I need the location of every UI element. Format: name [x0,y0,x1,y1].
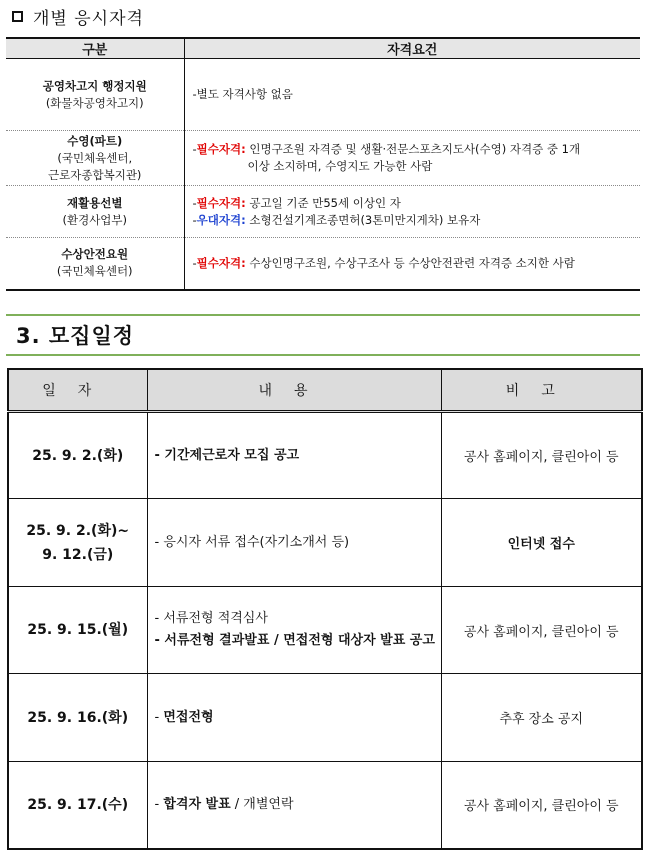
required-label: 필수자격: [196,255,246,270]
checkbox-square-icon [12,11,23,22]
content-line [155,608,441,630]
date-cell [8,762,147,849]
table-row [8,587,642,674]
content-text: 합격자 발표 [163,796,231,812]
schedule-table [7,368,643,850]
category-cell [6,186,184,238]
requirement-cell [184,59,640,131]
column-header-category: 구분 [6,38,184,59]
position-title: 수상안전요원 [61,247,129,262]
column-header-date: 일자 [8,369,147,412]
content-cell [147,762,441,849]
category-cell [6,59,184,131]
column-header-content: 내용 [147,369,441,412]
content-text: 응시자 서류 접수(자기소개서 등) [163,534,350,550]
content-cell [147,412,441,499]
date-text: 25. 9. 2.(화)~ [26,522,130,539]
requirement-line [193,142,581,156]
requirement-line [193,212,641,229]
list-dash: - [192,255,197,270]
section-schedule-heading [6,314,640,356]
section-qualification-heading [12,4,144,28]
list-dash: - [154,633,165,648]
content-line [155,630,441,652]
note-cell: 공사 홈페이지, 클린아이 등 [441,587,642,674]
requirement-text: 소형건설기계조종면허(3톤미만지게차) 보유자 [245,212,481,227]
date-cell [8,674,147,762]
table-row [8,674,642,762]
table-header-row [8,369,642,412]
required-label: 필수자격: [196,142,246,156]
category-cell [6,238,184,290]
position-dept: (국민체육센터) [56,264,133,279]
content-text: / 개별연락 [230,796,294,812]
content-cell [147,674,441,762]
column-header-requirements: 자격요건 [184,38,640,59]
requirement-text: -별도 자격사항 없음 [192,87,293,101]
position-title: 수영(파트) [67,133,123,148]
requirement-continuation: 이상 소지하며, 수영지도 가능한 사람 [247,159,433,173]
list-dash: - [154,796,164,812]
date-text: 25. 9. 16.(화) [27,709,129,726]
list-dash: - [154,447,165,463]
table-row [6,59,640,131]
date-cell [8,412,147,499]
list-dash: - [192,212,197,227]
requirement-text: 공고일 기준 만55세 이상인 자 [245,195,401,210]
list-dash: - [154,611,164,626]
position-dept: (화물차공영차고지) [45,95,144,110]
required-label: 필수자격: [196,195,246,210]
category-cell [6,131,184,186]
date-text: 9. 12.(금) [42,546,114,563]
column-header-note: 비고 [441,369,642,412]
list-dash: - [192,142,197,156]
qualification-table [6,37,640,291]
table-row [6,238,640,290]
position-title: 재활용선별 [66,195,123,210]
table-header-row [6,38,640,59]
content-text: 서류전형 결과발표 / 면접전형 대상자 발표 공고 [164,633,435,648]
table-row [8,412,642,499]
section-title: 개별 응시자격 [33,8,144,29]
list-dash: - [154,534,164,550]
table-row [6,131,640,186]
table-row [8,499,642,587]
requirement-cell [184,238,640,290]
requirement-cell [184,186,640,238]
position-title: 공영차고지 행정지원 [42,78,147,93]
date-text: 25. 9. 15.(월) [27,622,129,638]
content-cell [147,499,441,587]
date-cell [8,499,147,587]
content-text: 면접전형 [163,709,214,725]
table-row [8,762,642,849]
requirement-text: 인명구조원 자격증 및 생활·전문스포츠지도사(수영) 자격증 중 1개 [245,142,581,156]
requirement-line [193,195,641,212]
note-cell: 추후 장소 공지 [441,674,642,762]
list-dash: - [192,195,197,210]
content-text: 서류전형 적격심사 [163,611,268,626]
requirement-text: 수상인명구조원, 수상구조사 등 수상안전관련 자격증 소지한 사람 [245,255,575,270]
position-dept: (국민체육센터, [57,150,133,165]
position-dept: 근로자종합복지관) [48,167,142,182]
section-title: 3. 모집일정 [16,324,135,348]
preferred-label: 우대자격: [196,212,246,227]
note-cell: 공사 홈페이지, 클린아이 등 [441,412,642,499]
date-cell [8,587,147,674]
content-text: 기간제근로자 모집 공고 [164,447,300,463]
date-text: 25. 9. 2.(화) [32,447,124,464]
date-text: 25. 9. 17.(수) [27,796,129,813]
requirement-cell [184,131,640,186]
note-cell: 공사 홈페이지, 클린아이 등 [441,762,642,849]
list-dash: - [154,709,164,725]
note-cell: 인터넷 접수 [441,499,642,587]
table-row [6,186,640,238]
position-dept: (환경사업부) [62,212,128,227]
content-cell [147,587,441,674]
